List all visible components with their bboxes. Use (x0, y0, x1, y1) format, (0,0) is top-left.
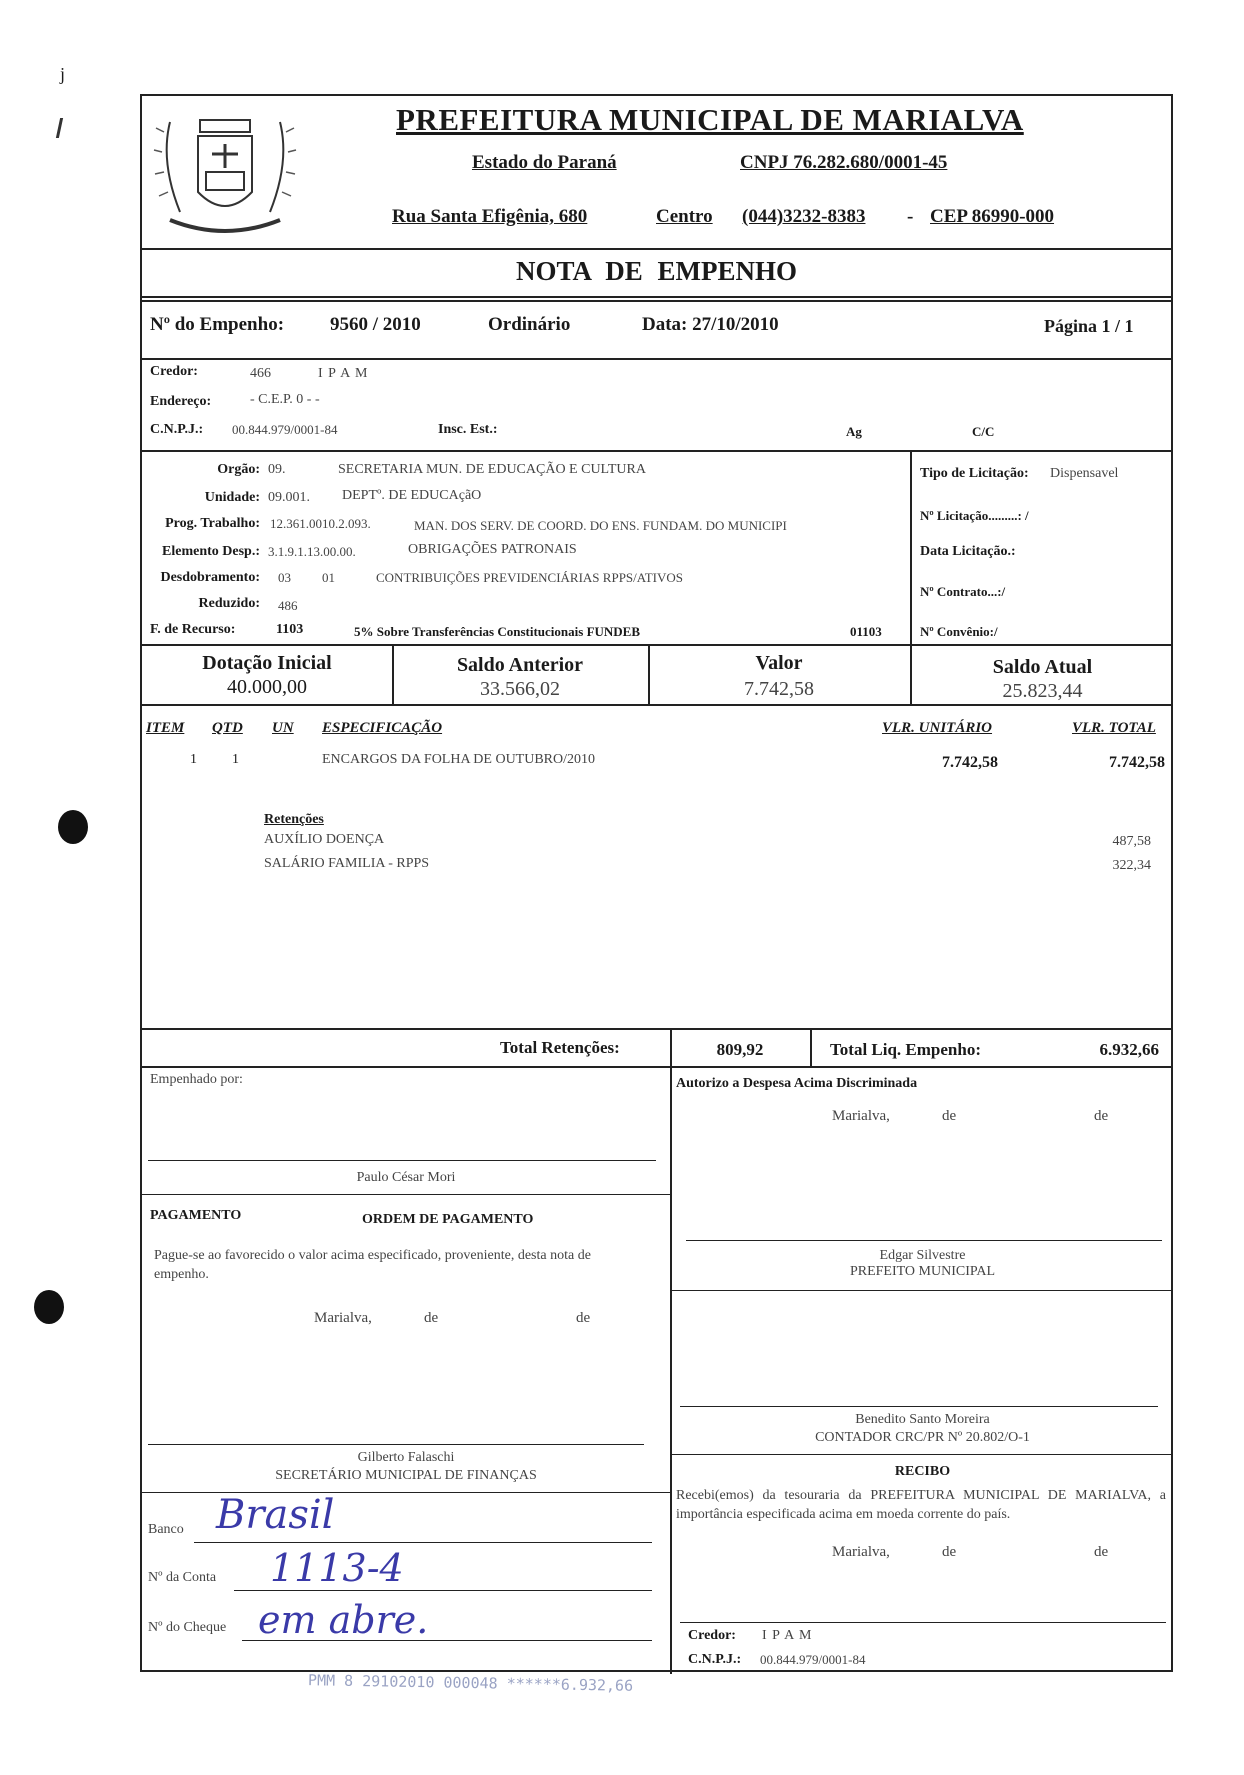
elemento-label: Elemento Desp.: (162, 544, 260, 559)
punch-hole-bottom (34, 1290, 64, 1324)
fonte-recurso-name: 5% Sobre Transferências Constitucionais FUNDEB (354, 624, 641, 639)
pagamento-city: Marialva, (314, 1310, 372, 1326)
orgao-label: Orgão: (217, 462, 260, 477)
credor-code: 466 (250, 366, 271, 381)
autorizo-de-2: de (1094, 1108, 1109, 1124)
prefeito-name: Edgar Silvestre (879, 1248, 966, 1263)
cheque-handwritten-value: em abre. (258, 1598, 429, 1642)
conta-handwritten-value: 1113-4 (270, 1546, 404, 1590)
row-description: ENCARGOS DA FOLHA DE OUTUBRO/2010 (322, 752, 596, 767)
row-unit-value: 7.742,58 (942, 754, 998, 771)
credor-name: I P A M (318, 366, 369, 381)
fonte-recurso-label: F. de Recurso: (150, 622, 236, 637)
total-liquido-value: 6.932,66 (1099, 1040, 1159, 1059)
empenho-date: Data: 27/10/2010 (642, 314, 779, 335)
col-vlr-total: VLR. TOTAL (1072, 720, 1156, 736)
pagamento-de-2: de (576, 1310, 591, 1326)
credor-cnpj-value: 00.844.979/0001-84 (232, 422, 338, 437)
total-retencoes-label: Total Retenções: (500, 1038, 620, 1057)
secretario-name: Gilberto Falaschi (357, 1450, 455, 1465)
recibo-cnpj-label: C.N.P.J.: (688, 1652, 742, 1667)
total-retencoes-value: 809,92 (716, 1040, 764, 1059)
empenhado-signer: Paulo César Mori (356, 1170, 456, 1185)
retencao-value: 322,34 (1112, 858, 1151, 873)
margin-mark: j (60, 64, 66, 84)
desdobramento-label: Desdobramento: (160, 570, 260, 585)
pagamento-text: Pague-se ao favorecido o valor acima especificado, proveniente, desta nota de empenho. (154, 1248, 591, 1282)
desdobramento-name: CONTRIBUIÇÕES PREVIDENCIÁRIAS RPPS/ATIVOS (376, 570, 683, 585)
recibo-de-2: de (1094, 1544, 1109, 1560)
numero-convenio: Nº Convênio:/ (920, 624, 998, 639)
retencoes-heading: Retenções (264, 812, 324, 827)
unidade-name: DEPTº. DE EDUCAçãO (342, 488, 482, 503)
recibo-de-1: de (942, 1544, 957, 1560)
empenho-type: Ordinário (488, 314, 571, 335)
prefeitura-cep: CEP 86990-000 (930, 206, 1055, 227)
retencao-value: 487,58 (1112, 834, 1151, 849)
dotacao-inicial-value: 40.000,00 (227, 676, 307, 698)
unidade-label: Unidade: (204, 490, 260, 505)
recibo-city: Marialva, (832, 1544, 890, 1560)
header-separator: - (907, 206, 914, 227)
autorizo-de-1: de (942, 1108, 957, 1124)
page-indicator: Página 1 / 1 (1044, 316, 1134, 336)
row-item: 1 (190, 752, 197, 767)
reduzido-value: 486 (278, 598, 298, 613)
banco-label: Banco (148, 1522, 184, 1537)
insc-est-label: Insc. Est.: (438, 422, 498, 437)
agencia-label: Ag (846, 424, 862, 439)
contador-title: CONTADOR CRC/PR Nº 20.802/O-1 (815, 1430, 1030, 1445)
credor-cnpj-label: C.N.P.J.: (150, 422, 204, 437)
numero-contrato: Nº Contrato...:/ (920, 584, 1006, 599)
nota-de-empenho-form (140, 94, 1173, 1672)
numero-licitacao: Nº Licitação.........: / (920, 508, 1029, 523)
prefeitura-address: Rua Santa Efigênia, 680 (392, 206, 588, 227)
orgao-code: 09. (268, 462, 286, 477)
empenho-number: 9560 / 2010 (330, 314, 421, 335)
recibo-cnpj-value: 00.844.979/0001-84 (760, 1652, 866, 1667)
prefeitura-title: PREFEITURA MUNICIPAL DE MARIALVA (396, 102, 1024, 137)
saldo-atual-value: 25.823,44 (1002, 680, 1083, 702)
elemento-name: OBRIGAÇÕES PATRONAIS (408, 542, 577, 557)
recibo-text: Recebi(emos) da tesouraria da PREFEITURA MUNICIPAL DE MARIALVA, a importância especificada acima em moeda corrente do país. (676, 1488, 1166, 1522)
recibo-credor-label: Credor: (688, 1628, 736, 1643)
valor-label: Valor (755, 652, 803, 674)
row-total-value: 7.742,58 (1109, 754, 1165, 771)
conta-label: Nº da Conta (148, 1570, 217, 1585)
desdobramento-code-2: 01 (322, 570, 335, 585)
recibo-credor-value: I P A M (762, 1628, 813, 1643)
conta-corrente-label: C/C (972, 424, 995, 439)
reduzido-label: Reduzido: (198, 596, 260, 611)
endereco-label: Endereço: (150, 394, 212, 409)
contador-name: Benedito Santo Moreira (855, 1412, 990, 1427)
recibo-label: RECIBO (894, 1464, 951, 1479)
col-item: ITEM (146, 720, 185, 736)
pagamento-de-1: de (424, 1310, 439, 1326)
document-title: NOTA DE EMPENHO (515, 256, 798, 286)
ordem-pagamento-label: ORDEM DE PAGAMENTO (362, 1212, 534, 1227)
prefeitura-neighborhood: Centro (656, 206, 713, 227)
margin-tick (56, 118, 68, 138)
fonte-recurso-code: 1103 (276, 622, 304, 637)
col-vlr-unitario: VLR. UNITÁRIO (882, 720, 993, 736)
unidade-code: 09.001. (268, 490, 310, 505)
valor-value: 7.742,58 (744, 678, 814, 700)
col-especificacao: ESPECIFICAÇÃO (322, 720, 443, 736)
col-un: UN (272, 720, 294, 736)
prefeitura-phone: (044)3232-8383 (742, 206, 866, 227)
prog-trabalho-code: 12.361.0010.2.093. (270, 516, 371, 531)
saldo-anterior-value: 33.566,02 (480, 678, 560, 700)
endereco-value: - C.E.P. 0 - - (250, 392, 320, 407)
retencao-name: SALÁRIO FAMILIA - RPPS (264, 856, 430, 871)
empenho-number-label: Nº do Empenho: (150, 314, 285, 335)
total-liquido-label: Total Liq. Empenho: (830, 1040, 981, 1059)
saldo-atual-label: Saldo Atual (992, 656, 1093, 678)
autorizo-label: Autorizo a Despesa Acima Discriminada (676, 1076, 918, 1091)
tipo-licitacao-label: Tipo de Licitação: (920, 466, 1029, 481)
authentication-stamp: PMM 8 29102010 000048 ******6.932,66 (307, 1671, 634, 1695)
saldo-anterior-label: Saldo Anterior (456, 654, 584, 676)
col-qtd: QTD (212, 720, 243, 736)
dotacao-inicial-label: Dotação Inicial (202, 652, 332, 674)
state-name: Estado do Paraná (472, 152, 617, 173)
municipal-crest-icon (150, 102, 300, 238)
autorizo-city: Marialva, (832, 1108, 890, 1124)
tipo-licitacao-value: Dispensavel (1050, 466, 1119, 481)
data-licitacao: Data Licitação.: (920, 544, 1016, 559)
empenhado-por-label: Empenhado por: (150, 1072, 243, 1087)
prefeitura-cnpj: CNPJ 76.282.680/0001-45 (740, 152, 948, 173)
banco-handwritten-value: Brasil (216, 1492, 335, 1538)
retencao-name: AUXÍLIO DOENÇA (264, 832, 385, 847)
credor-label: Credor: (150, 364, 198, 379)
prog-trabalho-name: MAN. DOS SERV. DE COORD. DO ENS. FUNDAM. DO MUNICIPI (414, 518, 787, 533)
punch-hole-top (58, 810, 88, 844)
prog-trabalho-label: Prog. Trabalho: (165, 516, 260, 531)
orgao-name: SECRETARIA MUN. DE EDUCAÇÃO E CULTURA (338, 462, 646, 477)
desdobramento-code-1: 03 (278, 570, 291, 585)
fonte-recurso-code-2: 01103 (850, 624, 882, 639)
row-qtd: 1 (232, 752, 239, 767)
secretario-title: SECRETÁRIO MUNICIPAL DE FINANÇAS (275, 1468, 537, 1483)
pagamento-label: PAGAMENTO (150, 1208, 242, 1223)
cheque-label: Nº do Cheque (148, 1620, 227, 1635)
prefeito-title: PREFEITO MUNICIPAL (849, 1264, 996, 1279)
elemento-code: 3.1.9.1.13.00.00. (268, 544, 356, 559)
